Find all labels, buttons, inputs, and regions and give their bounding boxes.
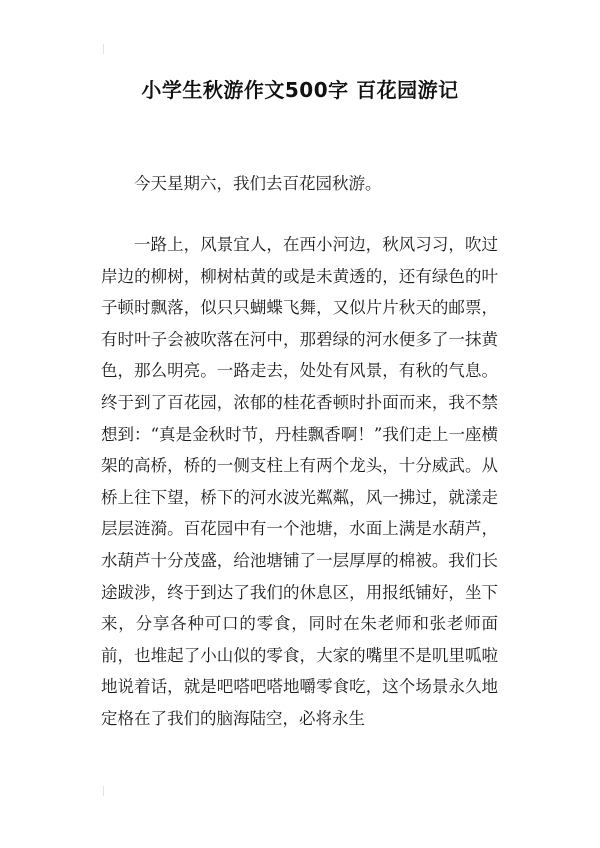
page-corner-mark-top [103, 44, 104, 54]
document-title: 小学生秋游作文500字 百花园游记 [141, 78, 459, 102]
page-corner-mark-bottom [103, 786, 104, 796]
paragraph-intro: 今天星期六，我们去百花园秋游。 [134, 174, 382, 193]
paragraph-journey: 一路上，风景宜人，在西小河边，秋风习习，吹过岸边的柳树，柳树枯黄的或是未黄透的，还有绿色的叶子顿时飘落，似只只蝴蝶飞舞，又似片片秋天的邮票，有时叶子会被吹落在河中，那碧绿的河水便多了一抹黄色，那么明亮。一路走去，处处有风景，有秋的气息。终于到了百花园，浓郁的桂花香顿时扑面而来，我不禁想到：“真是金秋时节，丹桂飘香啊！”我们走上一座横架的高桥，桥的一侧支柱上有两个龙头，十分威武。从桥上往下望，桥下的河水波光粼粼，风一拂过，就漾走层层涟漪。百花园中有一个池塘，水面上满是水葫芦，水葫芦十分茂盛，给池塘铺了一层厚厚的棉被。我们长途跋涉，终于到达了我们的休息区，用报纸铺好，坐下来，分享各种可口的零食，同时在朱老师和张老师面前，也堆起了小山似的零食，大家的嘴里不是叽里呱啦地说着话，就是吧嗒吧嗒地嚼零食吃，这个场景永久地定格在了我们的脑海陆空，必将永生 [101, 235, 498, 728]
